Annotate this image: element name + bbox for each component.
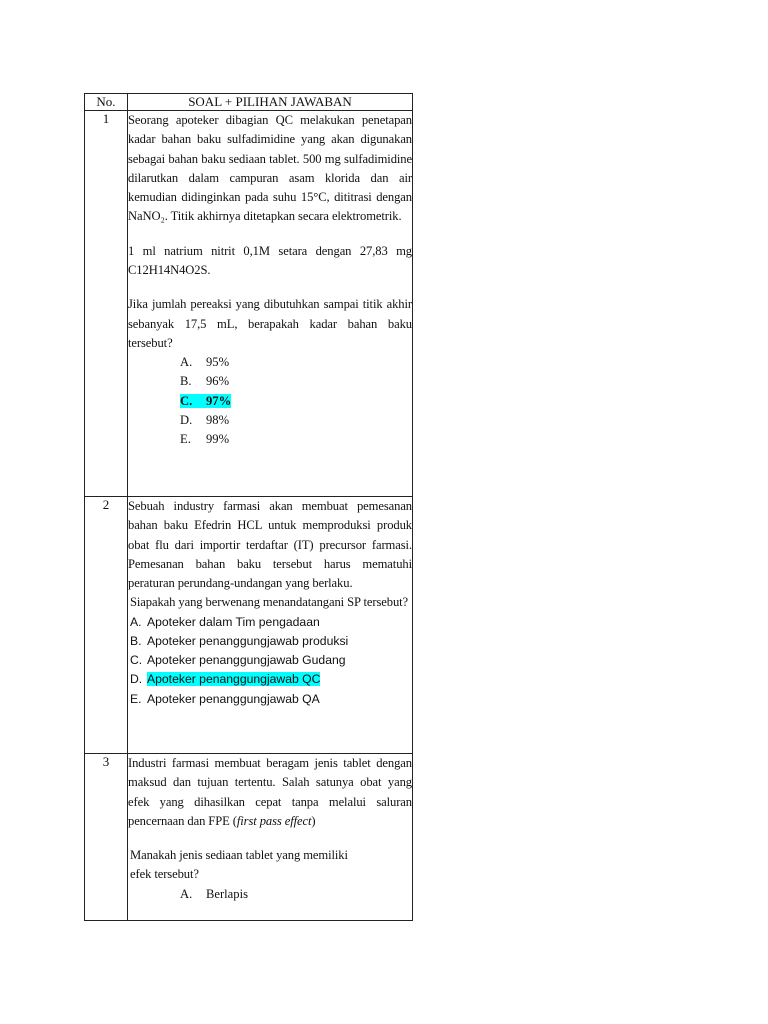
header-soal: SOAL + PILIHAN JAWABAN bbox=[128, 94, 413, 111]
option-c-answer: C. 97% bbox=[180, 393, 232, 408]
option-b: B. 96% bbox=[180, 374, 230, 389]
question-cell bbox=[128, 111, 413, 497]
table-row bbox=[85, 754, 413, 921]
option-a: A. Apoteker dalam Tim pengadaan bbox=[130, 614, 320, 629]
question-cell bbox=[128, 754, 413, 921]
option-c: C. Apoteker penanggungjawab Gudang bbox=[130, 653, 346, 668]
question-number: 2 bbox=[85, 497, 128, 754]
question-text: Industri farmasi membuat beragam jenis tablet dengan maksud dan tujuan tertentu. Salah satunya obat yang efek yang dihasilkan cepat tanpa melalui saluran pencernaan dan FPE (first pass effect) bbox=[128, 756, 412, 828]
option-e: E. 99% bbox=[180, 432, 230, 447]
question-text: Sebuah industry farmasi akan membuat pemesanan bahan baku Efedrin HCL untuk memproduksi produk obat flu dari importir terdaftar (IT) precursor farmasi. Pemesanan bahan baku tersebut harus mematuhi peraturan perundang-undangan yang berlaku. bbox=[128, 499, 412, 591]
question-number: 3 bbox=[85, 754, 128, 921]
question-text: 1 ml natrium nitrit 0,1M setara dengan 27,83 mg C12H14N4O2S. bbox=[128, 243, 412, 278]
question-number: 1 bbox=[85, 111, 128, 497]
question-text: Manakah jenis sediaan tablet yang memiliki efek tersebut? bbox=[130, 848, 348, 882]
table-row bbox=[85, 111, 413, 497]
option-b: B. Apoteker penanggungjawab produksi bbox=[130, 633, 349, 648]
table-header-row bbox=[85, 94, 413, 111]
option-a: A. Berlapis bbox=[180, 886, 248, 901]
question-text: Seorang apoteker dibagian QC melakukan penetapan kadar bahan baku sulfadimidine yang akan digunakan sebagai bahan baku sediaan tablet. 500 mg sulfadimidine dilarutkan dalam campuran asam klorida dan air kemudian didinginkan pada suhu 15°C, dititrasi dengan NaNO₂. Titik akhirnya ditetapkan secara elektrometrik. bbox=[128, 113, 412, 224]
option-d-answer: D. Apoteker penanggungjawab QC bbox=[130, 672, 321, 687]
table-row bbox=[85, 497, 413, 754]
header-no: No. bbox=[85, 94, 128, 111]
option-e: E. Apoteker penanggungjawab QA bbox=[130, 691, 320, 706]
question-table bbox=[84, 93, 413, 921]
question-text: Jika jumlah pereaksi yang dibutuhkan sampai titik akhir sebanyak 17,5 mL, berapakah kadar bahan baku tersebut? bbox=[128, 297, 412, 350]
question-cell bbox=[128, 497, 413, 754]
option-d: D. 98% bbox=[180, 412, 230, 427]
question-text: Siapakah yang berwenang menandatangani SP tersebut? bbox=[130, 595, 409, 610]
option-a: A. 95% bbox=[180, 355, 230, 370]
